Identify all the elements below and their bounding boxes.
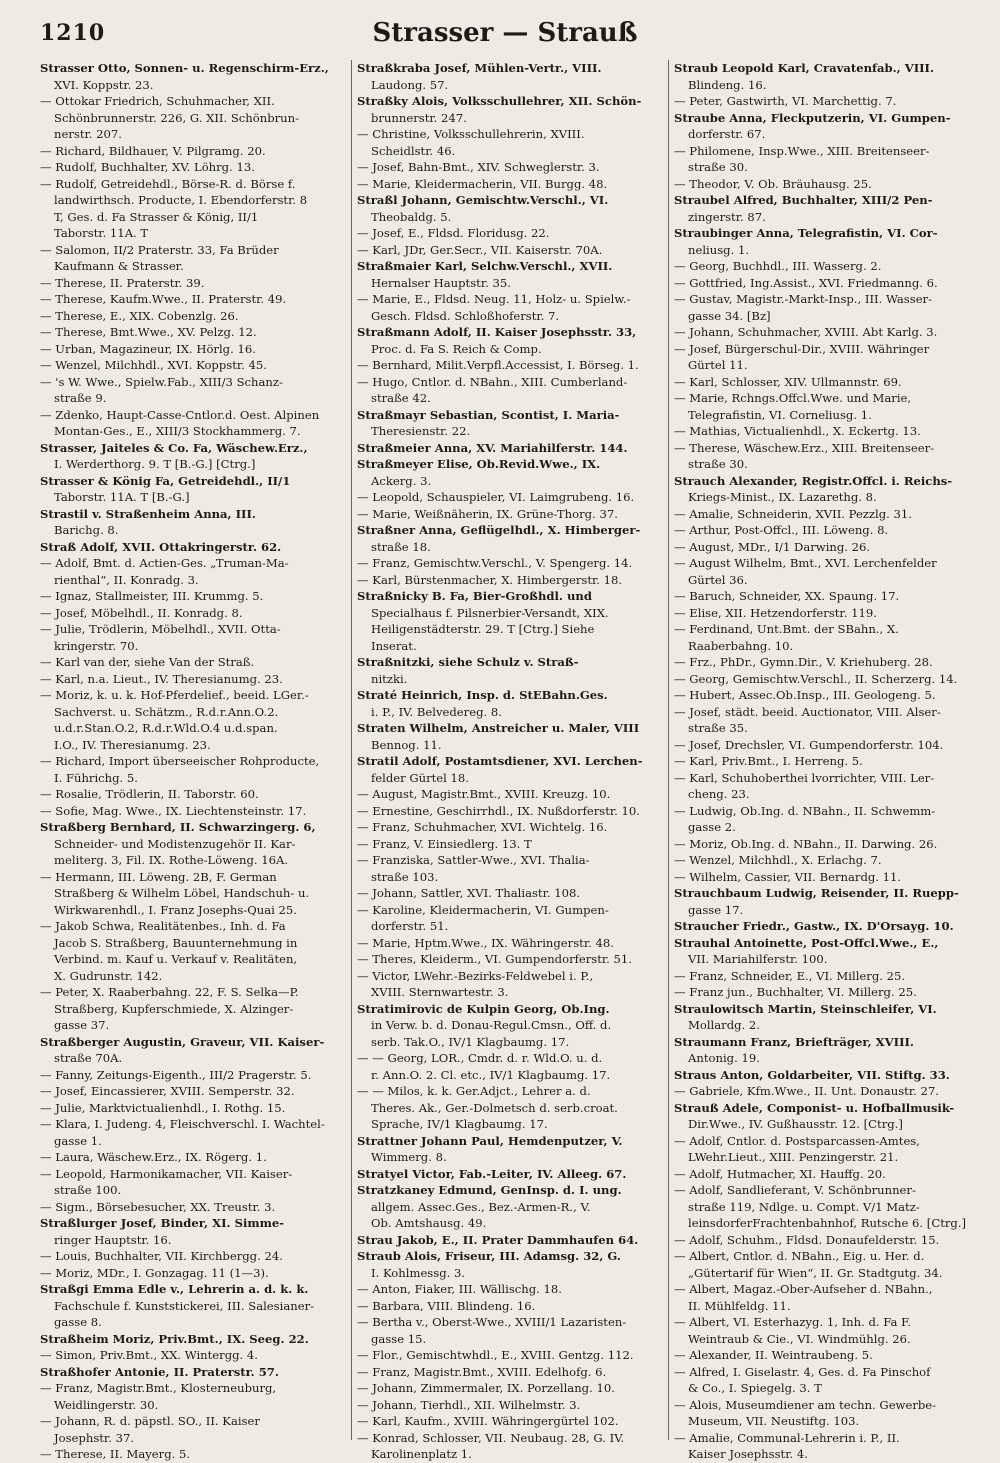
entry-line: landwirthsch. Producte, I. Ebendorferstr. 8: [54, 193, 308, 207]
entry-headword-line: Straßner Anna, Geflügelhdl., X. Himberger-: [357, 523, 641, 537]
entry-line: X. Gudrunstr. 142.: [54, 968, 163, 983]
entry-line: Kriegs-Minist., IX. Lazarethg. 8.: [688, 490, 877, 504]
entry-line: — Philomene, Insp.Wwe., XIII. Breitenseer-: [674, 143, 930, 158]
entry-line: — Flor., Gemischtwhdl., E., XVIII. Gentzg. 112.: [357, 1348, 634, 1362]
entry-line: straße 100.: [54, 1183, 122, 1197]
entry-line: Weintraub & Cie., VI. Windmühlg. 26.: [688, 1331, 911, 1346]
entry-headword-line: Straßnitzki, siehe Schulz v. Straß-: [357, 655, 579, 669]
entry-line: straße 9.: [54, 391, 107, 405]
entry-headword-line: Straten Wilhelm, Anstreicher u. Maler, VIII: [357, 721, 640, 735]
entry-line: Straßberg, Kupferschmiede, X. Alzinger-: [54, 1001, 294, 1016]
entry-headword-line: Strau Jakob, E., II. Prater Dammhaufen 64.: [357, 1232, 639, 1247]
entry-line: — Ottokar Friedrich, Schuhmacher, XII.: [40, 94, 275, 108]
entry-line: — Ignaz, Stallmeister, III. Krummg. 5.: [40, 589, 264, 603]
entry-line: — Karl van der, siehe Van der Straß.: [40, 655, 255, 669]
entry-line: — Wenzel, Milchhdl., XVI. Koppstr. 45.: [40, 358, 267, 372]
entry-line: — Karl, Kaufm., XVIII. Währingergürtel 102.: [357, 1414, 619, 1428]
entry-headword-line: Straßgi Emma Edle v., Lehrerin a. d. k. k.: [40, 1282, 309, 1296]
entry-line: II. Mühlfeldg. 11.: [688, 1298, 791, 1313]
entry-line: straße 30.: [688, 457, 748, 471]
entry-line: — Marie, E., Fldsd. Neug. 11, Holz- u. Spielw.-: [357, 292, 631, 306]
entry-line: — Rudolf, Getreidehdl., Börse-R. d. Börse f.: [40, 176, 296, 191]
entry-line: Jacob S. Straßberg, Bauunternehmung in: [54, 935, 298, 950]
entry-line: u.d.r.Stan.O.2, R.d.r.Wld.O.4 u.d.span.: [54, 721, 278, 735]
entry-line: — Georg, Buchhdl., III. Wasserg. 2.: [674, 259, 882, 273]
page-header: [40, 16, 970, 56]
entry-headword-line: Stratimirovic de Kulpin Georg, Ob.Ing.: [357, 1001, 610, 1016]
entry-headword-line: Straßmeier Anna, XV. Mariahilferstr. 144.: [357, 440, 628, 455]
entry-line: — — Georg, LOR., Cmdr. d. r. Wld.O. u. d.: [357, 1051, 603, 1065]
entry-line: — Therese, E., XIX. Cobenzlg. 26.: [40, 308, 239, 323]
entry-line: allgem. Assec.Ges., Bez.-Armen-R., V.: [371, 1199, 591, 1214]
entry-line: — 's W. Wwe., Spielw.Fab., XIII/3 Schanz-: [40, 374, 283, 389]
entry-line: — Hubert, Assec.Ob.Insp., III. Geologeng. 5.: [674, 688, 936, 702]
entry-line: — Victor, LWehr.-Bezirks-Feldwebel i. P.,: [357, 968, 594, 983]
entry-line: Blindeng. 16.: [688, 77, 767, 92]
entry-line: — Alfred, I. Giselastr. 4, Ges. d. Fa Pinschof: [674, 1364, 931, 1379]
entry-line: — Moriz, MDr., I. Gonzagag. 11 (1—3).: [40, 1265, 269, 1280]
entry-headword-line: Straßmaier Karl, Selchw.Verschl., XVII.: [357, 259, 613, 273]
entry-line: Wimmerg. 8.: [371, 1150, 447, 1164]
entry-line: Fachschule f. Kunststickerei, III. Salesianer-: [54, 1298, 315, 1313]
entry-line: — Therese, II. Mayerg. 5.: [40, 1447, 191, 1461]
entry-headword-line: Straßl Johann, Gemischtw.Verschl., VI.: [357, 193, 609, 207]
entry-line: — Leopold, Harmonikamacher, VII. Kaiser-: [40, 1166, 293, 1181]
entry-line: dorferstr. 67.: [688, 127, 766, 141]
entry-line: — Mathias, Victualienhdl., X. Eckertg. 13.: [674, 424, 921, 438]
entry-line: — Marie, Weißnäherin, IX. Grüne-Thorg. 37.: [357, 506, 618, 521]
entry-headword-line: Straumann Franz, Briefträger, XVIII.: [674, 1034, 914, 1049]
entry-line: straße 30.: [688, 160, 748, 174]
entry-line: neliusg. 1.: [688, 242, 750, 257]
entry-line: — Amalie, Communal-Lehrerin i. P., II.: [674, 1430, 900, 1445]
entry-line: — August Wilhelm, Bmt., XVI. Lerchenfelder: [674, 556, 937, 570]
entry-line: Dir.Wwe., IV. Gußhausstr. 12. [Ctrg.]: [688, 1117, 903, 1131]
entry-line: — Josef, Möbelhdl., II. Konradg. 8.: [40, 605, 243, 620]
entry-line: ringer Hauptstr. 16.: [54, 1232, 172, 1247]
entry-line: Telegrafistin, VI. Corneliusg. 1.: [688, 407, 872, 422]
entry-headword-line: Straßkraba Josef, Mühlen-Vertr., VIII.: [357, 61, 602, 75]
entry-line: Schönbrunnerstr. 226, G. XII. Schönbrun-: [54, 110, 300, 125]
entry-headword-line: Strauchbaum Ludwig, Reisender, II. Ruepp-: [674, 886, 959, 900]
entry-line: — Johann, R. d. päpstl. SO., II. Kaiser: [40, 1414, 260, 1428]
entry-line: — Simon, Priv.Bmt., XX. Wintergg. 4.: [40, 1348, 258, 1362]
entry-line: Gürtel 11.: [688, 358, 748, 372]
entry-line: cheng. 23.: [688, 787, 750, 801]
entry-line: XVI. Koppstr. 23.: [54, 77, 154, 92]
entry-line: — Rosalie, Trödlerin, II. Taborstr. 60.: [40, 787, 259, 801]
entry-line: — August, MDr., I/1 Darwing. 26.: [674, 539, 871, 554]
entry-line: — Sofie, Mag. Wwe., IX. Liechtensteinstr. 17.: [40, 803, 307, 818]
entry-line: — Zdenko, Haupt-Casse-Cntlor.d. Oest. Alpinen: [40, 407, 320, 422]
entry-headword-line: Straubinger Anna, Telegrafistin, VI. Cor-: [674, 226, 938, 240]
entry-line: gasse 1.: [54, 1133, 102, 1148]
entry-line: — Adolf, Cntlor. d. Postsparcassen-Amtes,: [674, 1133, 920, 1148]
entry-headword-line: Straßberg Bernhard, II. Schwarzingerg. 6,: [40, 820, 316, 834]
entry-headword-line: Straté Heinrich, Insp. d. StEBahn.Ges.: [357, 688, 608, 702]
entry-line: — Bernhard, Milit.Verpfl.Accessist, I. Börseg. 1.: [357, 358, 639, 372]
entry-headword-line: Straßmann Adolf, II. Kaiser Josephsstr. 33,: [357, 325, 637, 339]
entry-line: Inserat.: [371, 638, 417, 653]
entry-line: — Johann, Schuhmacher, XVIII. Abt Karlg. 3.: [674, 325, 938, 339]
entry-headword-line: Straubel Alfred, Buchhalter, XIII/2 Pen-: [674, 193, 933, 207]
entry-line: — Therese, Wäschew.Erz., XIII. Breitenseer-: [674, 440, 935, 455]
entry-headword-line: Straßberger Augustin, Graveur, VII. Kaiser-: [40, 1034, 325, 1049]
entry-line: — Baruch, Schneider, XX. Spaung. 17.: [674, 589, 900, 603]
column-divider: [668, 60, 669, 1440]
entry-line: kringerstr. 70.: [54, 638, 139, 653]
entry-line: — Marie, Kleidermacherin, VII. Burgg. 48.: [357, 176, 608, 191]
entry-line: — Josef, städt. beeid. Auctionator, VIII. Alser-: [674, 704, 941, 719]
entry-line: — Julie, Trödlerin, Möbelhdl., XVII. Otta-: [40, 622, 281, 636]
running-head: Strasser — Strauß: [372, 18, 638, 48]
entry-line: nitzki.: [371, 671, 408, 686]
entry-line: — Therese, Bmt.Wwe., XV. Pelzg. 12.: [40, 325, 257, 339]
entry-line: — Johann, Tierhdl., XII. Wilhelmstr. 3.: [357, 1397, 581, 1412]
entry-line: — Franz, Gemischtw.Verschl., V. Spengerg. 14.: [357, 556, 633, 570]
entry-headword-line: Straub Leopold Karl, Cravatenfab., VIII.: [674, 61, 935, 75]
entry-line: brunnerstr. 247.: [371, 110, 467, 125]
entry-line: — Julie, Marktvictualienhdl., I. Rothg. 15.: [40, 1100, 286, 1115]
entry-headword-line: Strastil v. Straßenheim Anna, III.: [40, 506, 256, 521]
entry-line: — Alois, Museumdiener am techn. Gewerbe-: [674, 1397, 937, 1412]
column-2: [357, 60, 657, 1461]
entry-line: Montan-Ges., E., XIII/3 Stockhammerg. 7.: [54, 424, 301, 438]
entry-line: straße 119, Ndlge. u. Compt. V/1 Matz-: [688, 1199, 920, 1214]
entry-line: Specialhaus f. Pilsnerbier-Versandt, XIX.: [371, 605, 609, 620]
entry-line: — Gabriele, Kfm.Wwe., II. Unt. Donaustr. 27.: [674, 1084, 939, 1098]
entry-line: VII. Mariahilferstr. 100.: [688, 952, 828, 966]
entry-headword-line: Strasser & König Fa, Getreidehdl., II/1: [40, 473, 291, 488]
entry-line: Sprache, IV/1 Klagbaumg. 17.: [371, 1117, 548, 1131]
entry-line: Taborstr. 11A. T [B.-G.]: [54, 490, 190, 504]
entry-headword-line: Straßlurger Josef, Binder, XI. Simme-: [40, 1216, 285, 1230]
entry-line: zingerstr. 87.: [688, 209, 766, 224]
entry-line: Ackerg. 3.: [371, 473, 432, 488]
entry-line: Wirkwarenhdl., I. Franz Josephs-Quai 25.: [54, 902, 297, 917]
entry-line: — Josef, Drechsler, VI. Gumpendorferstr. 104.: [674, 737, 944, 752]
entry-line: — Adolf, Hutmacher, XI. Hauffg. 20.: [674, 1166, 886, 1181]
entry-line: — Ludwig, Ob.Ing. d. NBahn., II. Schwemm-: [674, 803, 936, 818]
entry-line: r. Ann.O. 2. Cl. etc., IV/1 Klagbaumg. 17.: [371, 1067, 611, 1082]
entry-line: I. Kohlmessg. 3.: [371, 1265, 466, 1280]
entry-line: Antonig. 19.: [688, 1051, 760, 1065]
entry-line: Laudong. 57.: [371, 77, 449, 92]
entry-line: — Albert, Magaz.-Ober-Aufseher d. NBahn.,: [674, 1282, 933, 1296]
entry-line: — Ferdinand, Unt.Bmt. der SBahn., X.: [674, 622, 899, 636]
entry-line: Barichg. 8.: [54, 523, 119, 537]
entry-line: straße 18.: [371, 539, 431, 554]
entry-line: — Franziska, Sattler-Wwe., XVI. Thalia-: [357, 853, 590, 867]
entry-line: straße 70A.: [54, 1051, 123, 1065]
column-1: [40, 60, 340, 1461]
entry-line: Verbind. m. Kauf u. Verkauf v. Realitäten,: [54, 952, 298, 966]
entry-line: — Adolf, Bmt. d. Actien-Ges. „Truman-Ma-: [40, 556, 289, 570]
entry-line: Sachverst. u. Schätzm., R.d.r.Ann.O.2.: [54, 704, 279, 719]
entry-line: — Konrad, Schlosser, VII. Neubaug. 28, G. IV.: [357, 1430, 625, 1445]
entry-headword-line: Stratil Adolf, Postamtsdiener, XVI. Lerchen-: [357, 754, 643, 768]
entry-line: rienthal“, II. Konradg. 3.: [54, 572, 199, 587]
entry-line: leinsdorferFrachtenbahnhof, Rutsche 6. [Ctrg.]: [688, 1216, 967, 1230]
entry-line: — Marie, Rchngs.Offcl.Wwe. und Marie,: [674, 391, 912, 405]
entry-headword-line: Straß Adolf, XVII. Ottakringerstr. 62.: [40, 539, 282, 554]
entry-line: — Georg, Gemischtw.Verschl., II. Scherzerg. 14.: [674, 671, 958, 686]
entry-line: — Adolf, Sandlieferant, V. Schönbrunner-: [674, 1183, 916, 1197]
entry-line: — Barbara, VIII. Blindeng. 16.: [357, 1298, 536, 1313]
entry-line: Theobaldg. 5.: [371, 209, 452, 224]
entry-line: nerstr. 207.: [54, 127, 122, 141]
entry-headword-line: Strauß Adele, Componist- u. Hofballmusik-: [674, 1100, 955, 1115]
entry-line: — Franz jun., Buchhalter, VI. Millerg. 25.: [674, 985, 917, 999]
entry-line: Heiligenstädterstr. 29. T [Ctrg.] Siehe: [371, 622, 595, 636]
entry-line: Mollardg. 2.: [688, 1018, 760, 1032]
entry-headword-line: Straulowitsch Martin, Steinschleifer, VI.: [674, 1001, 937, 1016]
entry-line: Hernalser Hauptstr. 35.: [371, 275, 511, 290]
entry-headword-line: Straßky Alois, Volksschullehrer, XII. Schön-: [357, 94, 642, 108]
entry-headword-line: Straub Alois, Friseur, III. Adamsg. 32, G.: [357, 1249, 621, 1263]
entry-line: Karolinenplatz 1.: [371, 1447, 472, 1461]
entry-line: XVIII. Sternwartestr. 3.: [371, 985, 509, 999]
entry-line: Josephstr. 37.: [54, 1430, 135, 1445]
entry-line: & Co., I. Spiegelg. 3. T: [688, 1381, 822, 1395]
entry-line: — Alexander, II. Weintraubeng. 5.: [674, 1348, 873, 1362]
entry-line: — Louis, Buchhalter, VII. Kirchbergg. 24.: [40, 1249, 283, 1263]
entry-line: gasse 37.: [54, 1018, 110, 1032]
entry-line: — Wilhelm, Cassier, VII. Bernardg. 11.: [674, 869, 902, 884]
entry-line: — Johann, Sattler, XVI. Thaliastr. 108.: [357, 886, 581, 900]
entry-line: — Wenzel, Milchhdl., X. Erlachg. 7.: [674, 853, 882, 867]
entry-line: Weidlingerstr. 30.: [54, 1397, 159, 1412]
entry-line: gasse 17.: [688, 902, 744, 917]
entry-headword-line: Straßmeyer Elise, Ob.Revid.Wwe., IX.: [357, 457, 601, 471]
entry-line: Theresienstr. 22.: [371, 424, 471, 438]
page-number: 1210: [40, 20, 106, 46]
entry-headword-line: Straus Anton, Goldarbeiter, VII. Stiftg. 33.: [674, 1067, 950, 1082]
entry-line: — Theres, Kleiderm., VI. Gumpendorferstr. 51.: [357, 952, 632, 966]
entry-line: — Amalie, Schneiderin, XVII. Pezzlg. 31.: [674, 506, 912, 521]
entry-line: — Rudolf, Buchhalter, XV. Löhrg. 13.: [40, 160, 255, 174]
entry-line: — Anton, Fiaker, III. Wällischg. 18.: [357, 1282, 562, 1296]
entry-line: — Leopold, Schauspieler, VI. Laimgrubeng. 16.: [357, 490, 635, 504]
entry-line: — Karl, Schuhoberthei lvorrichter, VIII. Ler-: [674, 770, 935, 785]
entry-line: I. Werderthorg. 9. T [B.-G.] [Ctrg.]: [54, 457, 256, 471]
entry-line: — Fanny, Zeitungs-Eigenth., III/2 Pragerstr. 5.: [40, 1067, 312, 1082]
entry-line: Raaberbahng. 10.: [688, 638, 794, 653]
entry-line: — Hermann, III. Löweng. 2B, F. German: [40, 869, 277, 884]
entry-line: — Bertha v., Oberst-Wwe., XVIII/1 Lazaristen-: [357, 1315, 627, 1329]
entry-line: — — Milos, k. k. Ger.Adjct., Lehrer a. d.: [357, 1084, 591, 1098]
entry-line: — Franz, V. Einsiedlerg. 13. T: [357, 836, 532, 851]
entry-line: — Richard, Bildhauer, V. Pilgramg. 20.: [40, 143, 266, 158]
entry-line: — Franz, Schuhmacher, XVI. Wichtelg. 16.: [357, 820, 608, 834]
entry-line: — Franz, Magistr.Bmt., XVIII. Edelhofg. 6.: [357, 1364, 607, 1379]
entry-line: — Albert, VI. Esterhazyg. 1, Inh. d. Fa F.: [674, 1315, 912, 1329]
entry-line: — Elise, XII. Hetzendorferstr. 119.: [674, 605, 877, 620]
entry-line: — Franz, Schneider, E., VI. Millerg. 25.: [674, 968, 906, 983]
entry-headword-line: Stratyel Victor, Fab.-Leiter, IV. Alleeg. 67.: [357, 1166, 627, 1181]
entry-line: — Moriz, k. u. k. Hof-Pferdelief., beeid. LGer.-: [40, 688, 309, 702]
column-divider: [351, 60, 352, 1440]
entry-line: — Josef, Eincassierer, XVIII. Semperstr. 32.: [40, 1084, 295, 1098]
entry-line: — Gottfried, Ing.Assist., XVI. Friedmanng. 6.: [674, 275, 938, 290]
entry-line: LWehr.Lieut., XIII. Penzingerstr. 21.: [688, 1150, 899, 1164]
entry-headword-line: Straube Anna, Fleckputzerin, VI. Gumpen-: [674, 110, 951, 125]
entry-line: meliterg. 3, Fil. IX. Rothe-Löweng. 16A.: [54, 853, 289, 867]
entry-line: — Sigm., Börsebesucher, XX. Treustr. 3.: [40, 1199, 276, 1214]
entry-headword-line: Straßnicky B. Fa, Bier-Großhdl. und: [357, 589, 592, 603]
entry-line: — Karl, JDr, Ger.Secr., VII. Kaiserstr. 70A.: [357, 242, 603, 257]
entry-line: — Christine, Volksschullehrerin, XVIII.: [357, 127, 585, 141]
entry-line: — Josef, E., Fldsd. Floridusg. 22.: [357, 226, 550, 240]
entry-line: dorferstr. 51.: [371, 919, 449, 933]
entry-line: I.O., IV. Theresianumg. 23.: [54, 737, 211, 752]
entry-line: Straßberg & Wilhelm Löbel, Handschuh- u.: [54, 886, 310, 900]
entry-headword-line: Straßhofer Antonie, II. Praterstr. 57.: [40, 1364, 279, 1379]
entry-line: — Laura, Wäschew.Erz., IX. Rögerg. 1.: [40, 1150, 267, 1164]
entry-line: — Moriz, Ob.Ing. d. NBahn., II. Darwing. 26.: [674, 836, 938, 851]
entry-line: — Arthur, Post-Offcl., III. Löweng. 8.: [674, 523, 889, 537]
entry-headword-line: Straßheim Moriz, Priv.Bmt., IX. Seeg. 22.: [40, 1331, 309, 1346]
entry-line: — Marie, Hptm.Wwe., IX. Währingerstr. 48.: [357, 935, 614, 950]
entry-line: — Richard, Import überseeischer Rohproducte,: [40, 754, 320, 768]
entry-headword-line: Straucher Friedr., Gastw., IX. D'Orsayg. 10.: [674, 919, 954, 933]
entry-line: — Urban, Magazineur, IX. Hörlg. 16.: [40, 341, 256, 356]
entry-line: — Karl, Priv.Bmt., I. Herreng. 5.: [674, 754, 863, 768]
entry-headword-line: Straßmayr Sebastian, Scontist, I. Maria-: [357, 407, 620, 422]
entry-line: — Hugo, Cntlor. d. NBahn., XIII. Cumberland-: [357, 374, 628, 389]
entry-line: — Jakob Schwa, Realitätenbes., Inh. d. Fa: [40, 919, 286, 933]
entry-line: gasse 8.: [54, 1315, 102, 1329]
entry-line: gasse 2.: [688, 820, 736, 834]
entry-line: Ob. Amtshausg. 49.: [371, 1216, 487, 1230]
entry-line: — August, Magistr.Bmt., XVIII. Kreuzg. 10.: [357, 787, 611, 801]
entry-line: — Adolf, Schuhm., Fldsd. Donaufelderstr. 15.: [674, 1232, 940, 1247]
entry-line: Kaiser Josephsstr. 4.: [688, 1447, 808, 1461]
entry-line: Schneider- und Modistenzugehör II. Kar-: [54, 836, 296, 851]
entry-line: Museum, VII. Neustiftg. 103.: [688, 1414, 860, 1428]
entry-line: — Karl, n.a. Lieut., IV. Theresianumg. 23.: [40, 671, 283, 686]
entry-line: Kaufmann & Strasser.: [54, 259, 184, 273]
entry-line: — Karoline, Kleidermacherin, VI. Gumpen-: [357, 902, 609, 917]
entry-line: straße 42.: [371, 391, 431, 405]
entry-line: — Peter, Gastwirth, VI. Marchettig. 7.: [674, 94, 897, 108]
entry-line: Scheidlstr. 46.: [371, 143, 456, 158]
entry-line: — Johann, Zimmermaler, IX. Porzellang. 10.: [357, 1381, 615, 1395]
entry-headword-line: Strattner Johann Paul, Hemdenputzer, V.: [357, 1133, 623, 1148]
entry-line: serb. Tak.O., IV/1 Klagbaumg. 17.: [371, 1034, 570, 1049]
entry-line: — Karl, Schlosser, XIV. Ullmannstr. 69.: [674, 374, 902, 389]
column-3: [674, 60, 974, 1461]
entry-line: Gürtel 36.: [688, 572, 748, 587]
entry-line: straße 103.: [371, 869, 439, 884]
entry-line: gasse 34. [Bz]: [688, 308, 771, 323]
entry-line: straße 35.: [688, 721, 748, 735]
entry-line: — Josef, Bürgerschul-Dir., XVIII. Währinger: [674, 341, 930, 356]
entry-line: i. P., IV. Belvedereg. 8.: [371, 704, 502, 719]
entry-line: — Albert, Cntlor. d. NBahn., Eig. u. Her. d.: [674, 1249, 925, 1263]
entry-line: — Salomon, II/2 Praterstr. 33, Fa Brüder: [40, 242, 279, 257]
entry-line: — Therese, Kaufm.Wwe., II. Praterstr. 49.: [40, 292, 287, 306]
entry-headword-line: Strasser Otto, Sonnen- u. Regenschirm-Erz.,: [40, 61, 329, 75]
entry-headword-line: Strauhal Antoinette, Post-Offcl.Wwe., E.,: [674, 935, 939, 950]
entry-line: Bennog. 11.: [371, 737, 442, 752]
entry-line: T, Ges. d. Fa Strasser & König, II/1: [54, 209, 259, 224]
entry-headword-line: Strauch Alexander, Registr.Offcl. i. Reichs-: [674, 473, 953, 488]
entry-line: — Franz, Magistr.Bmt., Klosterneuburg,: [40, 1381, 277, 1395]
entry-line: Taborstr. 11A. T: [54, 226, 149, 240]
entry-line: — Gustav, Magistr.-Markt-Insp., III. Wasser-: [674, 292, 933, 306]
entry-line: Proc. d. Fa S. Reich & Comp.: [371, 341, 542, 356]
entry-line: felder Gürtel 18.: [371, 770, 469, 785]
entry-line: — Josef, Bahn-Bmt., XIV. Schweglerstr. 3.: [357, 160, 600, 174]
entry-line: — Therese, II. Praterstr. 39.: [40, 275, 205, 290]
entry-line: — Peter, X. Raaberbahng. 22, F. S. Selka—P.: [40, 985, 299, 999]
entry-line: „Gütertarif für Wien“, II. Gr. Stadtgutg. 34.: [688, 1265, 943, 1280]
entry-line: — Theodor, V. Ob. Bräuhausg. 25.: [674, 176, 872, 191]
entry-line: — Ernestine, Geschirrhdl., IX. Nußdorferstr. 10.: [357, 803, 640, 818]
entry-line: Gesch. Fldsd. Schloßhoferstr. 7.: [371, 308, 560, 323]
entry-line: in Verw. b. d. Donau-Regul.Cmsn., Off. d.: [371, 1018, 612, 1032]
entry-headword-line: Stratzkaney Edmund, GenInsp. d. I. ung.: [357, 1183, 622, 1197]
entry-line: — Frz., PhDr., Gymn.Dir., V. Kriehuberg. 28.: [674, 655, 933, 669]
entry-line: Theres. Ak., Ger.-Dolmetsch d. serb.croat.: [371, 1100, 618, 1115]
entry-line: — Klara, I. Judeng. 4, Fleischverschl. I. Wachtel-: [40, 1117, 325, 1131]
entry-line: I. Führichg. 5.: [54, 770, 138, 785]
entry-line: gasse 15.: [371, 1331, 427, 1346]
entry-headword-line: Strasser, Jaiteles & Co. Fa, Wäschew.Erz.,: [40, 440, 308, 455]
entry-line: — Karl, Bürstenmacher, X. Himbergerstr. 18.: [357, 572, 623, 587]
